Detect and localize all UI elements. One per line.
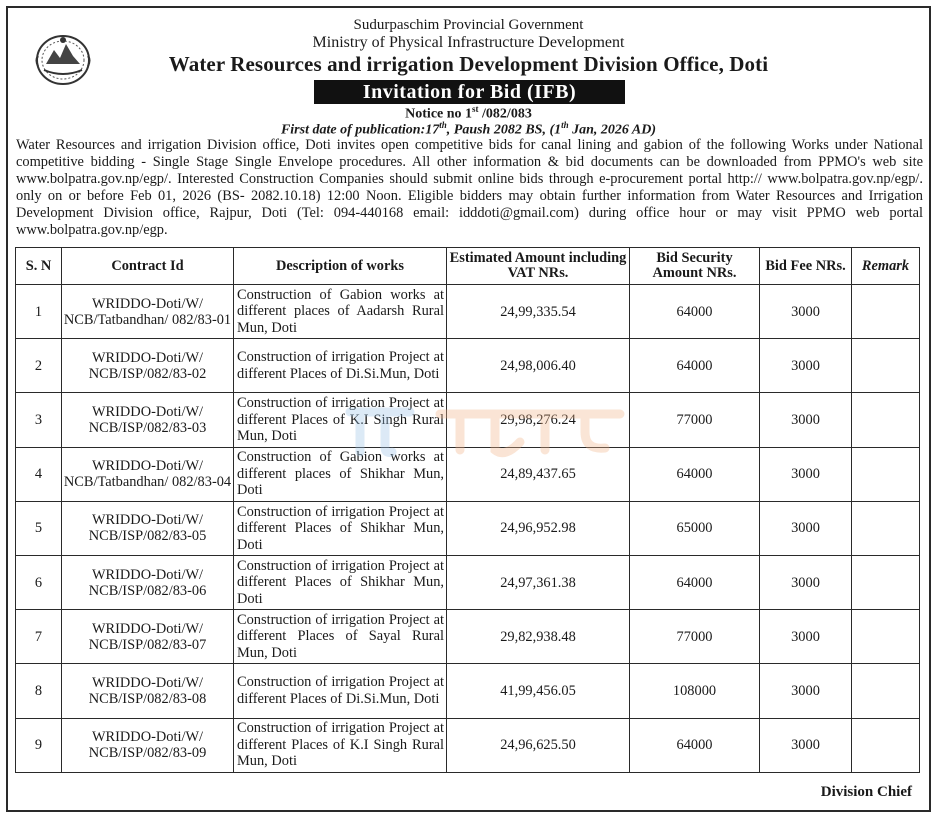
cell-sn: 2 — [16, 339, 62, 393]
cell-estimated-amount: 24,96,952.98 — [447, 501, 630, 555]
cell-bid-fee: 3000 — [760, 664, 852, 718]
cell-description: Construction of irrigation Project at different Places of Di.Si.Mun, Doti — [234, 664, 447, 718]
header-description: Description of works — [234, 248, 447, 285]
cell-remark — [852, 339, 920, 393]
cell-bid-security: 77000 — [630, 393, 760, 447]
cell-sn: 4 — [16, 447, 62, 501]
cell-contract-id: WRIDDO-Doti/W/ NCB/ISP/082/83-05 — [62, 501, 234, 555]
cell-bid-fee: 3000 — [760, 501, 852, 555]
cell-remark — [852, 664, 920, 718]
cell-estimated-amount: 24,96,625.50 — [447, 718, 630, 772]
cell-contract-id: WRIDDO-Doti/W/ NCB/ISP/082/83-08 — [62, 664, 234, 718]
cell-contract-id: WRIDDO-Doti/W/ NCB/Tatbandhan/ 082/83-01 — [62, 285, 234, 339]
cell-sn: 7 — [16, 610, 62, 664]
cell-description: Construction of irrigation Project at different Places of K.I Singh Rural Mun, Doti — [234, 393, 447, 447]
header-estimated-amount: Estimated Amount including VAT NRs. — [447, 248, 630, 285]
cell-sn: 9 — [16, 718, 62, 772]
table-row — [16, 718, 920, 772]
provincial-government-title: Sudurpaschim Provincial Government — [353, 17, 584, 33]
publication-date: First date of publication:17th, Paush 2082 BS, (1th Jan, 2026 AD) — [280, 120, 657, 138]
cell-remark — [852, 447, 920, 501]
cell-bid-fee: 3000 — [760, 339, 852, 393]
table-row — [16, 393, 920, 447]
header-sn: S. N — [16, 248, 62, 285]
header-contract-id: Contract Id — [62, 248, 234, 285]
cell-contract-id: WRIDDO-Doti/W/ NCB/ISP/082/83-06 — [62, 555, 234, 609]
notice-number: Notice no 1st /082/083 — [405, 104, 532, 122]
cell-bid-security: 108000 — [630, 664, 760, 718]
cell-bid-fee: 3000 — [760, 718, 852, 772]
cell-sn: 5 — [16, 501, 62, 555]
division-chief-signature: Division Chief — [820, 784, 912, 800]
cell-contract-id: WRIDDO-Doti/W/ NCB/ISP/082/83-09 — [62, 718, 234, 772]
cell-bid-security: 64000 — [630, 718, 760, 772]
office-title: Water Resources and irrigation Development Division Office, Doti — [168, 52, 769, 76]
table-header-row — [16, 248, 920, 285]
table-row — [16, 285, 920, 339]
header-remark: Remark — [852, 248, 920, 285]
cell-contract-id: WRIDDO-Doti/W/ NCB/ISP/082/83-02 — [62, 339, 234, 393]
cell-bid-security: 64000 — [630, 555, 760, 609]
table-row — [16, 610, 920, 664]
cell-bid-fee: 3000 — [760, 555, 852, 609]
cell-bid-security: 64000 — [630, 447, 760, 501]
cell-contract-id: WRIDDO-Doti/W/ NCB/Tatbandhan/ 082/83-04 — [62, 447, 234, 501]
cell-bid-security: 65000 — [630, 501, 760, 555]
cell-contract-id: WRIDDO-Doti/W/ NCB/ISP/082/83-03 — [62, 393, 234, 447]
cell-estimated-amount: 24,89,437.65 — [447, 447, 630, 501]
cell-remark — [852, 393, 920, 447]
cell-sn: 8 — [16, 664, 62, 718]
cell-bid-fee: 3000 — [760, 285, 852, 339]
cell-bid-security: 77000 — [630, 610, 760, 664]
cell-estimated-amount: 24,99,335.54 — [447, 285, 630, 339]
cell-remark — [852, 610, 920, 664]
cell-description: Construction of irrigation Project at different Places of Shikhar Mun, Doti — [234, 501, 447, 555]
table-row — [16, 447, 920, 501]
cell-description: Construction of Gabion works at different places of Aadarsh Rural Mun, Doti — [234, 285, 447, 339]
table-row — [16, 501, 920, 555]
cell-bid-fee: 3000 — [760, 447, 852, 501]
cell-description: Construction of irrigation Project at different Places of Di.Si.Mun, Doti — [234, 339, 447, 393]
cell-description: Construction of irrigation Project at different Places of Shikhar Mun, Doti — [234, 555, 447, 609]
cell-estimated-amount: 24,97,361.38 — [447, 555, 630, 609]
cell-description: Construction of Gabion works at different places of Shikhar Mun, Doti — [234, 447, 447, 501]
table-row — [16, 339, 920, 393]
cell-estimated-amount: 29,98,276.24 — [447, 393, 630, 447]
cell-sn: 3 — [16, 393, 62, 447]
cell-estimated-amount: 29,82,938.48 — [447, 610, 630, 664]
table-row — [16, 664, 920, 718]
table-row — [16, 555, 920, 609]
cell-estimated-amount: 41,99,456.05 — [447, 664, 630, 718]
bid-table — [15, 247, 920, 773]
cell-remark — [852, 285, 920, 339]
header-bid-security: Bid Security Amount NRs. — [630, 248, 760, 285]
cell-bid-fee: 3000 — [760, 610, 852, 664]
cell-remark — [852, 718, 920, 772]
cell-description: Construction of irrigation Project at different Places of K.I Singh Rural Mun, Doti — [234, 718, 447, 772]
cell-description: Construction of irrigation Project at different Places of Sayal Rural Mun, Doti — [234, 610, 447, 664]
ministry-title: Ministry of Physical Infrastructure Development — [312, 34, 625, 51]
cell-bid-security: 64000 — [630, 285, 760, 339]
notice-body-text: Water Resources and irrigation Division office, Doti invites open competitive bids for canal lining and gabion of the following Works under National competitive bidding - Single Stage Single Envelope procedures. All other information & bid documents can be downloaded from PPMO's web site www.bolpatra.gov.np/egp/. Interested Construction Companies should submit online bids through e-procurement portal http:// www.bolpatra.gov.np/egp/. only on or before Feb 01, 2026 (BS- 2082.10.18) 12:00 Noon. Eligible bidders may obtain further information from Water Resources and Irrigation Development Division office, Rajpur, Doti (Tel: 094-440168 email: idddoti@gmail.com) during office hour or may visit PPMO web portal www.bolpatra.gov.np/egp. — [16, 137, 923, 239]
cell-remark — [852, 555, 920, 609]
cell-sn: 6 — [16, 555, 62, 609]
cell-remark — [852, 501, 920, 555]
cell-sn: 1 — [16, 285, 62, 339]
cell-bid-fee: 3000 — [760, 393, 852, 447]
ifb-banner: Invitation for Bid (IFB) — [314, 80, 625, 104]
cell-estimated-amount: 24,98,006.40 — [447, 339, 630, 393]
cell-bid-security: 64000 — [630, 339, 760, 393]
header-bid-fee: Bid Fee NRs. — [760, 248, 852, 285]
cell-contract-id: WRIDDO-Doti/W/ NCB/ISP/082/83-07 — [62, 610, 234, 664]
